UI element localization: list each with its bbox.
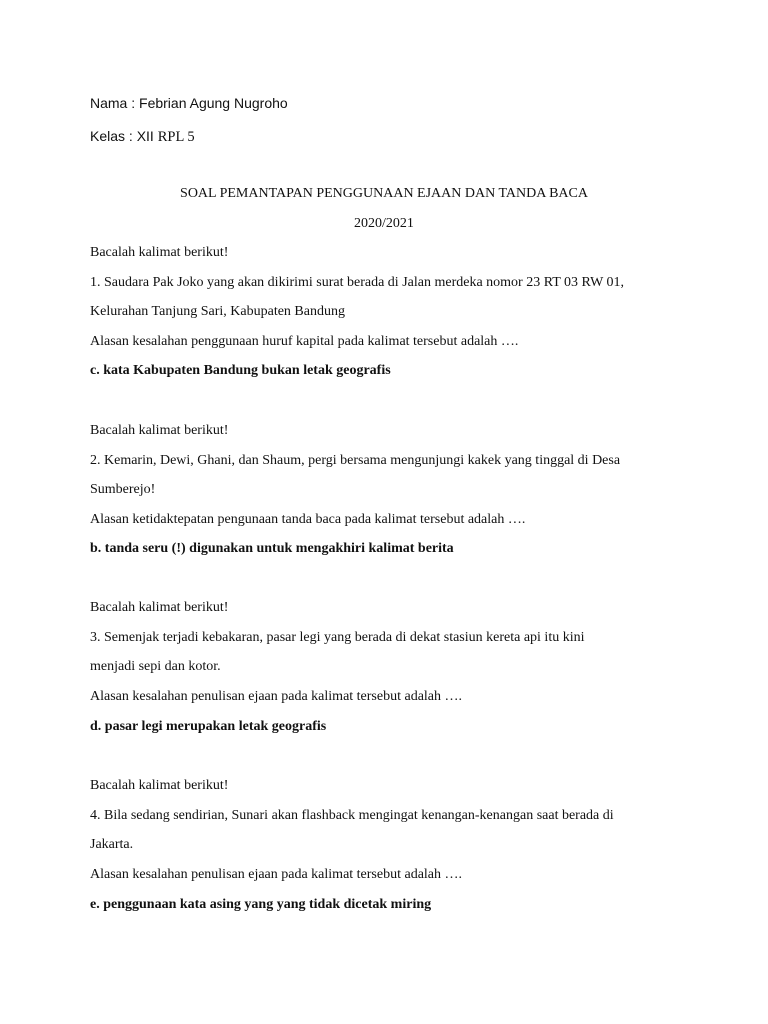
class-value: RPL 5	[157, 129, 195, 145]
question-4-reason: Alasan kesalahan penulisan ejaan pada kalimat tersebut adalah ….	[90, 867, 463, 882]
question-1-instruction: Bacalah kalimat berikut!	[90, 245, 229, 260]
student-name	[90, 95, 288, 111]
question-4-sentence-line1: 4. Bila sedang sendirian, Sunari akan flashback mengingat kenangan-kenangan saat berada di	[90, 808, 614, 823]
question-4-sentence-line2: Jakarta.	[90, 837, 134, 852]
question-1-answer: c. kata Kabupaten Bandung bukan letak geografis	[90, 363, 391, 378]
document-year: 2020/2021	[354, 216, 414, 231]
question-4-answer: e. penggunaan kata asing yang yang tidak dicetak miring	[90, 897, 432, 912]
question-1-sentence-line1: 1. Saudara Pak Joko yang akan dikirimi surat berada di Jalan merdeka nomor 23 RT 03 RW 01,	[90, 275, 625, 290]
question-2-answer: b. tanda seru (!) digunakan untuk mengakhiri kalimat berita	[90, 541, 454, 556]
question-2-reason: Alasan ketidaktepatan pengunaan tanda baca pada kalimat tersebut adalah ….	[90, 512, 526, 527]
question-2-sentence-line2: Sumberejo!	[90, 482, 156, 497]
question-1-reason: Alasan kesalahan penggunaan huruf kapital pada kalimat tersebut adalah ….	[90, 334, 519, 349]
name-label: Nama :	[90, 95, 140, 111]
question-3-answer: d. pasar legi merupakan letak geografis	[90, 719, 327, 734]
question-2-instruction: Bacalah kalimat berikut!	[90, 423, 229, 438]
name-value: Febrian Agung Nugroho	[139, 95, 288, 111]
question-3-sentence-line2: menjadi sepi dan kotor.	[90, 659, 221, 674]
question-3-reason: Alasan kesalahan penulisan ejaan pada kalimat tersebut adalah ….	[90, 689, 463, 704]
document-title: SOAL PEMANTAPAN PENGGUNAAN EJAAN DAN TANDA BACA	[180, 186, 588, 201]
question-4-instruction: Bacalah kalimat berikut!	[90, 778, 229, 793]
question-2-sentence-line1: 2. Kemarin, Dewi, Ghani, dan Shaum, pergi bersama mengunjungi kakek yang tinggal di Desa	[90, 453, 621, 468]
student-class	[90, 128, 195, 146]
question-3-sentence-line1: 3. Semenjak terjadi kebakaran, pasar legi yang berada di dekat stasiun kereta api itu kini	[90, 630, 585, 645]
question-1-sentence-line2: Kelurahan Tanjung Sari, Kabupaten Bandung	[90, 304, 345, 319]
class-label: Kelas : XII	[90, 128, 158, 144]
question-3-instruction: Bacalah kalimat berikut!	[90, 600, 229, 615]
